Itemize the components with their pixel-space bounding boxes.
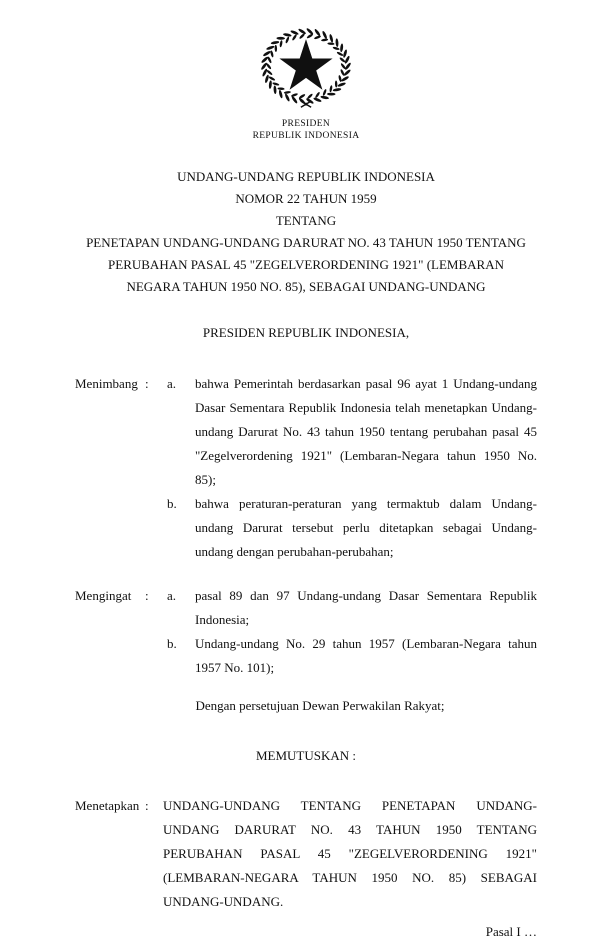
document-title-block: [75, 166, 537, 298]
enactment-text: UNDANG-UNDANG TENTANG PENETAPAN UNDANG-UNDANG DARURAT NO. 43 TAHUN 1950 TENTANG PERUBAHAN PASAL 45 "ZEGELVERORDENING 1921" (LEMBARAN-NEGARA TAHUN 1950 NO. 85) SEBAGAI UNDANG-UNDANG.: [163, 798, 537, 909]
title-subject-line: PERUBAHAN PASAL 45 "ZEGELVERORDENING 1921" (LEMBARAN: [108, 257, 504, 272]
clause-label: Menimbang: [75, 376, 138, 391]
item-marker: b.: [167, 496, 177, 511]
clause-colon: :: [145, 798, 149, 813]
title-law-number: NOMOR 22 TAHUN 1959: [235, 191, 377, 206]
clause-label: Mengingat: [75, 588, 132, 603]
agency-name: [75, 118, 537, 142]
item-text: bahwa peraturan-peraturan yang termaktub dalam Undang- undang Darurat tersebut perlu ditetapkan sebagai Undang- undang dengan perubahan-perubahan;: [195, 496, 537, 559]
mengingat-section: [75, 584, 537, 680]
spacer-cell: [75, 492, 145, 564]
item-text: bahwa Pemerintah berdasarkan pasal 96 ayat 1 Undang-undang Dasar Sementara Republik Indonesia telah menetapkan Undang-undang Darurat No. 43 tahun 1950 tentang perubahan pasal 45 "Zegelverordening 1921" (Lembaran-Negara tahun 1950 No. 85);: [195, 376, 537, 487]
presidential-emblem-icon: [259, 28, 353, 110]
title-tentang: TENTANG: [275, 213, 337, 228]
title-subject-line: NEGARA TAHUN 1950 NO. 85), SEBAGAI UNDANG-UNDANG: [126, 279, 486, 294]
page-continuation-marker: Pasal I …: [485, 924, 537, 939]
clause-colon: :: [145, 376, 149, 391]
letterhead: [75, 0, 537, 142]
spacer-cell: [145, 632, 167, 680]
ribbon-knot-icon: [305, 103, 308, 106]
item-marker: b.: [167, 636, 177, 651]
agreement-line: Dengan persetujuan Dewan Perwakilan Rakyat;: [195, 698, 445, 713]
item-marker: a.: [167, 588, 177, 603]
item-text: pasal 89 dan 97 Undang-undang Dasar Sementara Republik Indonesia;: [195, 588, 537, 627]
item-marker: a.: [167, 376, 177, 391]
agency-name-line2: REPUBLIK INDONESIA: [252, 131, 360, 141]
menetapkan-section: [75, 794, 537, 914]
star-icon: [279, 39, 332, 90]
clause-colon: :: [145, 588, 149, 603]
item-text: Undang-undang No. 29 tahun 1957 (Lembaran-Negara tahun 1957 No. 101);: [195, 636, 537, 675]
title-subject-line: PENETAPAN UNDANG-UNDANG DARURAT NO. 43 TAHUN 1950 TENTANG: [86, 235, 526, 250]
spacer-cell: [75, 632, 145, 680]
salutation-line: PRESIDEN REPUBLIK INDONESIA,: [202, 325, 410, 340]
clause-label: Menetapkan: [75, 798, 140, 813]
spacer-cell: [145, 492, 167, 564]
title-law-name: UNDANG-UNDANG REPUBLIK INDONESIA: [177, 169, 435, 184]
agency-name-line1: PRESIDEN: [281, 119, 331, 129]
decision-heading: MEMUTUSKAN :: [255, 748, 357, 763]
menimbang-section: [75, 372, 537, 564]
